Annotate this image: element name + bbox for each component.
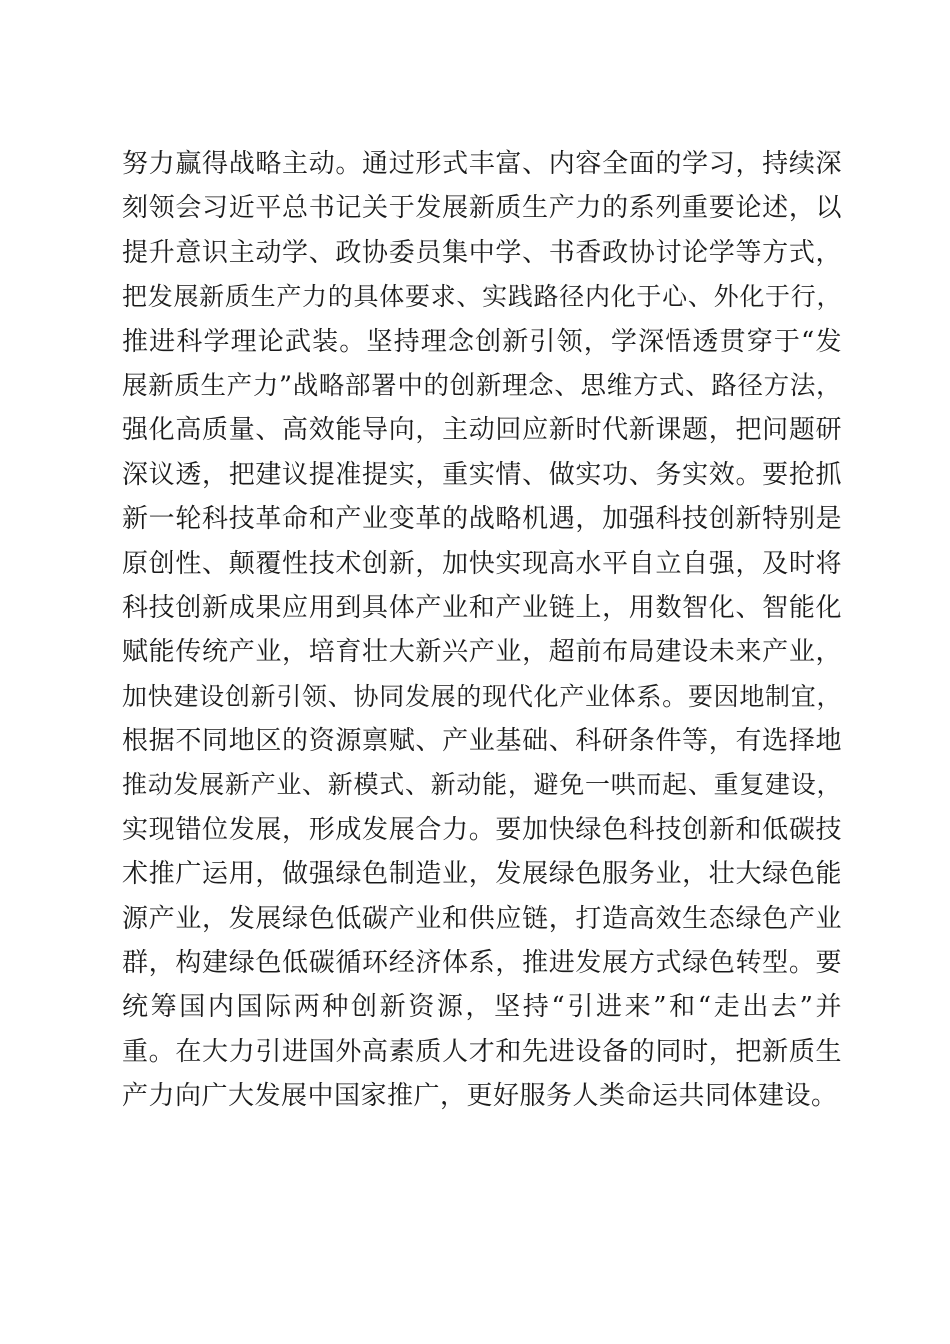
paragraph-line-9: 新一轮科技革命和产业变革的战略机遇，加强科技创新特别是 bbox=[122, 504, 842, 535]
paragraph-line-16: 实现错位发展，形成发展合力。要加快绿色科技创新和低碳技 bbox=[122, 814, 842, 845]
paragraph-line-4: 把发展新质生产力的具体要求、实践路径内化于心、外化于行， bbox=[122, 282, 842, 312]
paragraph-line-1: 努力赢得战略主动。通过形式丰富、内容全面的学习，持续深 bbox=[122, 149, 842, 179]
paragraph-line-11: 科技创新成果应用到具体产业和产业链上，用数智化、智能化 bbox=[122, 592, 842, 623]
paragraph-line-6: 展新质生产力”战略部署中的创新理念、思维方式、路径方法， bbox=[122, 370, 842, 401]
paragraph-line-12: 赋能传统产业，培育壮大新兴产业，超前布局建设未来产业， bbox=[122, 637, 842, 668]
paragraph-line-5: 推进科学理论武装。坚持理念创新引领，学深悟透贯穿于“发 bbox=[122, 326, 842, 357]
paragraph-line-7: 强化高质量、高效能导向，主动回应新时代新课题，把问题研 bbox=[122, 415, 842, 446]
paragraph-line-18: 源产业，发展绿色低碳产业和供应链，打造高效生态绿色产业 bbox=[122, 903, 842, 934]
paragraph-line-8: 深议透，把建议提准提实，重实情、做实功、务实效。要抢抓 bbox=[122, 459, 842, 490]
paragraph-line-10: 原创性、颠覆性技术创新，加快实现高水平自立自强，及时将 bbox=[122, 548, 842, 579]
paragraph-line-3: 提升意识主动学、政协委员集中学、书香政协讨论学等方式， bbox=[122, 237, 842, 268]
paragraph-line-22: 产力向广大发展中国家推广，更好服务人类命运共同体建设。 bbox=[122, 1081, 838, 1112]
paragraph-line-14: 根据不同地区的资源禀赋、产业基础、科研条件等，有选择地 bbox=[122, 726, 842, 757]
paragraph-line-21: 重。在大力引进国外高素质人才和先进设备的同时，把新质生 bbox=[122, 1036, 842, 1067]
body-paragraph bbox=[122, 142, 842, 1119]
paragraph-line-20: 统筹国内国际两种创新资源，坚持“引进来”和“走出去”并 bbox=[122, 992, 842, 1023]
paragraph-line-13: 加快建设创新引领、协同发展的现代化产业体系。要因地制宜， bbox=[122, 681, 842, 711]
paragraph-line-15: 推动发展新产业、新模式、新动能，避免一哄而起、重复建设， bbox=[122, 770, 842, 800]
paragraph-line-17: 术推广运用，做强绿色制造业，发展绿色服务业，壮大绿色能 bbox=[122, 859, 842, 890]
paragraph-line-19: 群，构建绿色低碳循环经济体系，推进发展方式绿色转型。要 bbox=[122, 948, 842, 979]
paragraph-line-2: 刻领会习近平总书记关于发展新质生产力的系列重要论述，以 bbox=[122, 193, 842, 224]
